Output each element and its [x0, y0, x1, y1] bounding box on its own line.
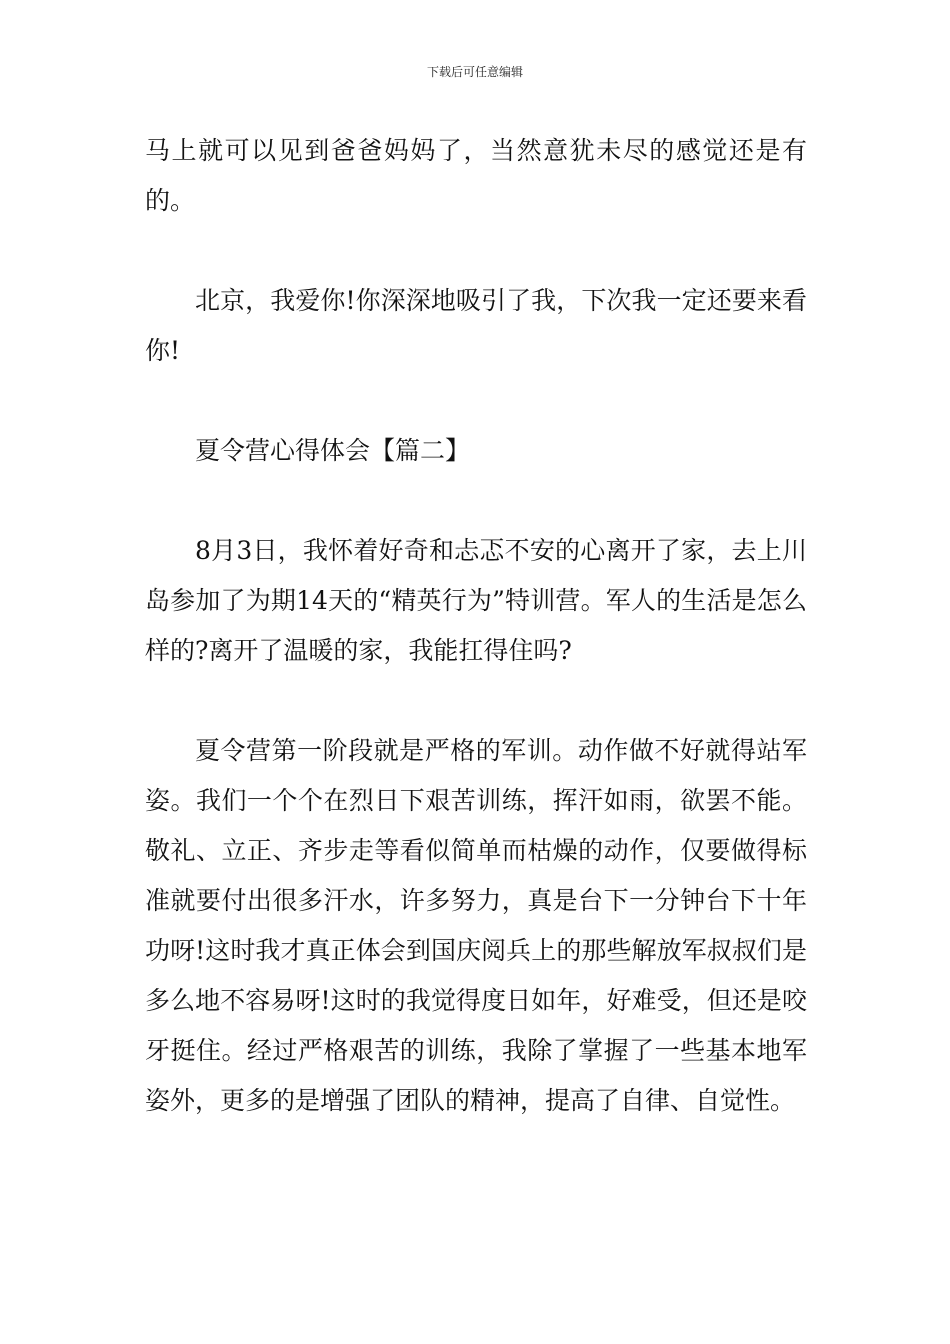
paragraph-intro: 8月3日，我怀着好奇和忐忑不安的心离开了家，去上川岛参加了为期14天的“精英行为”特训营。军人的生活是怎么样的?离开了温暖的家，我能扛得住吗? — [145, 536, 807, 665]
paragraph-continuation: 马上就可以见到爸爸妈妈了，当然意犹未尽的感觉还是有的。 — [145, 136, 807, 215]
document-body — [145, 126, 807, 1176]
page-header-note: 下载后可任意编辑 — [426, 65, 523, 79]
paragraph-training: 夏令营第一阶段就是严格的军训。动作做不好就得站军姿。我们一个个在烈日下艰苦训练，挥汗如雨，欲罢不能。敬礼、立正、齐步走等看似简单而枯燥的动作，仅要做得标准就要付出很多汗水，许多努力，真是台下一分钟台下十年功呀!这时我才真正体会到国庆阅兵上的那些解放军叔叔们是多么地不容易呀!这时的我觉得度日如年，好难受，但还是咬牙挺住。经过严格艰苦的训练，我除了掌握了一些基本地军姿外，更多的是增强了团队的精神，提高了自律、自觉性。 — [145, 736, 807, 1115]
section-heading: 夏令营心得体会【篇二】 — [195, 436, 471, 465]
paragraph-beijing: 北京，我爱你!你深深地吸引了我，下次我一定还要来看你! — [145, 286, 807, 365]
